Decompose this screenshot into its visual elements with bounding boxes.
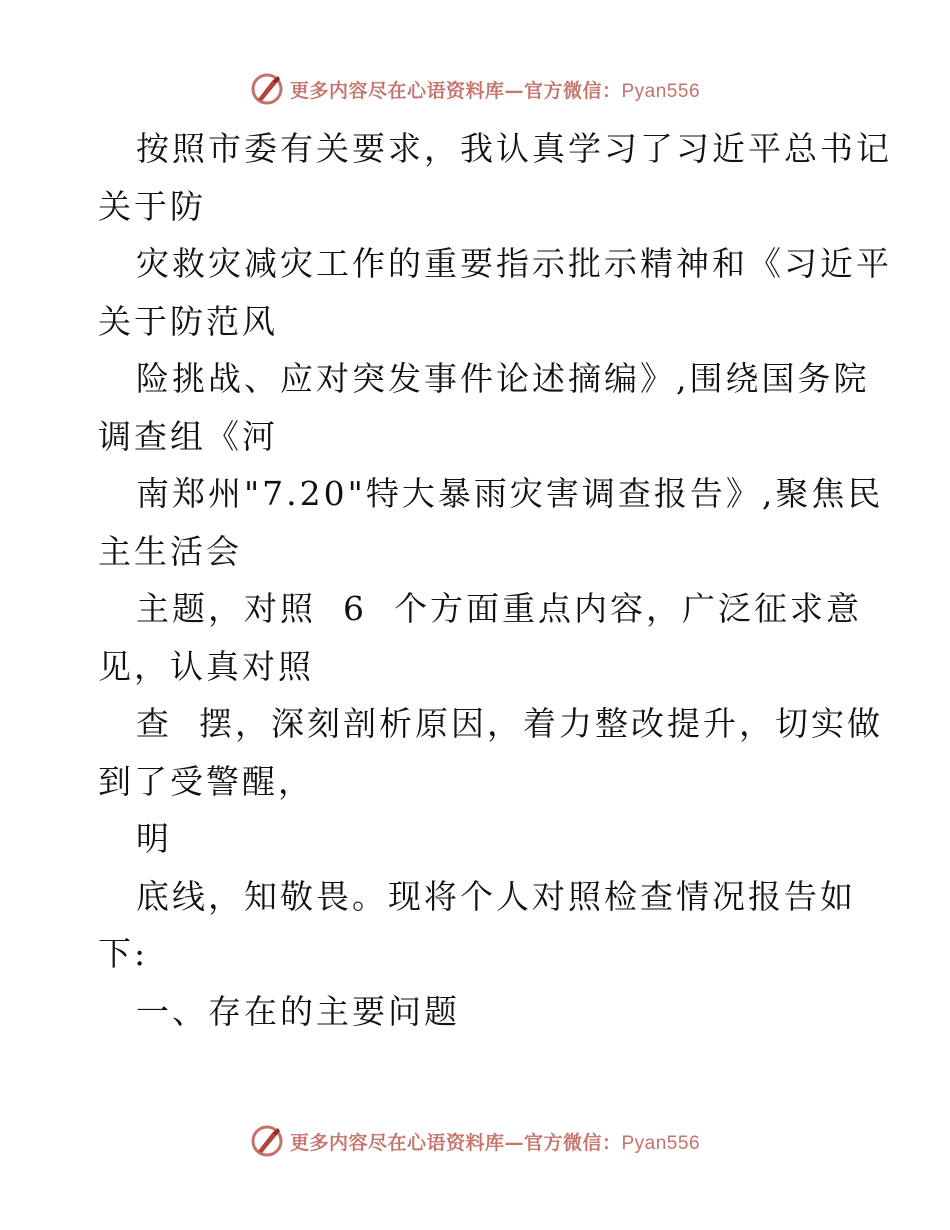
body-line: 南郑州"7.20"特大暴雨灾害调查报告》,聚焦民: [136, 474, 884, 513]
body-line: 主生活会: [98, 531, 242, 571]
header-watermark-banner: [0, 72, 950, 106]
document-body: [98, 120, 892, 1040]
quill-pen-logo-icon: [250, 1124, 284, 1158]
footer-wechat-id: Pyan556: [621, 1132, 701, 1154]
body-line: 主题，对照 6 个方面重点内容，广泛征求意: [136, 589, 862, 628]
section-heading: 一、存在的主要问题: [136, 991, 460, 1031]
quill-pen-logo-icon: [250, 72, 284, 106]
body-line: 关于防: [98, 186, 206, 226]
body-line: 险挑战、应对突发事件论述摘编》,围绕国务院: [136, 359, 870, 398]
footer-banner-text: 更多内容尽在心语资料库—官方微信：Pyan556: [289, 1131, 701, 1154]
body-line: 查 摆，深刻剖析原因，着力整改提升，切实做: [136, 704, 883, 743]
body-line: 灾救灾减灾工作的重要指示批示精神和《习近平: [136, 244, 892, 283]
body-line: 关于防范风: [98, 301, 278, 341]
body-line: 明: [136, 819, 172, 858]
body-line: 底线，知敬畏。现将个人对照检查情况报告如: [136, 876, 856, 916]
body-line: 按照市委有关要求，我认真学习了习近平总书记: [136, 129, 892, 168]
body-line: 调查组《河: [98, 416, 278, 456]
header-banner-text: 更多内容尽在心语资料库—官方微信：Pyan556: [289, 79, 701, 102]
header-wechat-id: Pyan556: [621, 80, 701, 102]
footer-watermark-banner: [0, 1124, 950, 1158]
body-line: 下:: [98, 934, 149, 973]
body-line: 到了受警醒，: [98, 761, 314, 801]
body-line: 见，认真对照: [98, 646, 314, 686]
